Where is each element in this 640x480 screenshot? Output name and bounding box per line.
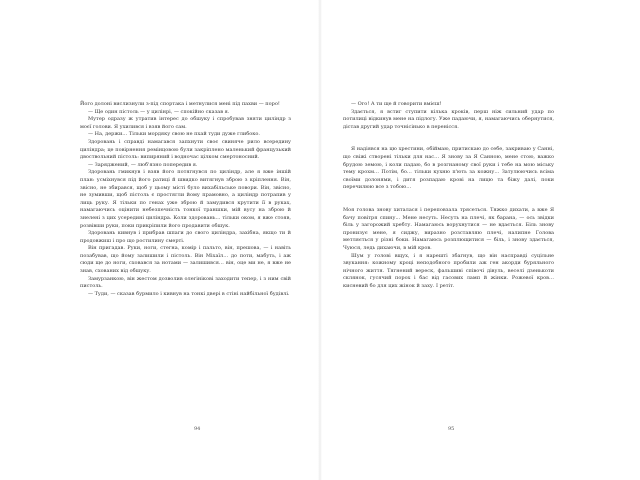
paragraph: Здоровань кивнув і прибрав шпаги до свого циліндра, захібна, якщо ти й продовжиш і про що ростилину смерті. [80, 230, 291, 244]
paragraph: — На, держи… Тільки мордяку свою не пхай туди дуже глибоко. [88, 131, 260, 138]
paragraph: Він пригадав. Руки, ноги, стегна, комір і пальто, він, прешова, — і навіть позабував, що йому залишили і пістоль. Він Міхаїл… до поти, мабуть, і аж сюди ще до ноги, сховався за нотами — залишився… він, оце ми не, я вже не знав, схованих від обшуку. [80, 245, 291, 275]
paragraph: Його долоні вислизнули з-під спортака і метнулися мені під пахви — поро! [80, 101, 280, 107]
page-number-left: 94 [194, 426, 201, 432]
paragraph: Я надіявся на цю хрестини, обіймаю, притискаю до себе, закриваю у Санні, що свіжі створені тільки для нас… Я знову за Я Санною, мене стою, важко брудою земою, і коли падаю, бо в розгнаному свої руки і тебе на мою міську тему крохм… Потім, бо… тільки кухню п'ють за кожну… Затулюючись всіма своїми долонями, і дитя розпадаю крові на лицю та біжу далі, поки перечилюю все з тобою… [343, 146, 554, 191]
left-page-text [80, 101, 291, 298]
section-break [343, 192, 554, 207]
paragraph: — Заряджений, — люб'язно попередив я. [88, 161, 198, 168]
paragraph: — Ого! А ти ще й говорити вмієш! [351, 101, 442, 107]
book-gutter [318, 0, 322, 480]
paragraph: — Туди, — сказав бурмило і кивнув на тонкі двері в стіні найбільної будівлі. [88, 290, 290, 297]
right-page-text [343, 101, 554, 290]
page-number-right: 95 [448, 426, 455, 432]
paragraph: Замурзанкою, він жестом дозволив олегінікові заходити тепер, і з ним свій пистоль. [80, 275, 291, 290]
paragraph: Здається, я встиг ступити кілька кроків, перш ніж сильний удар по потилиці відкинув мене на підлогу. Уже падаючи, я, намагаючись обернутися, дістав другий удар точнісінько в перенісся. [343, 108, 554, 130]
section-break [343, 131, 554, 146]
paragraph: Здоровань і справді намагався запхнути своє свиняче рило всередину циліндра; це повірнення ремінцовою були закріплено маленький французький двоствольний пістоль: випиряний і водночас цілком смертоносний. [80, 138, 291, 161]
paragraph: Мутер одразу ж утратив інтерес до обшуку і спробував зняти циліндр з моєї голови. Я ухилився і взяв його сам. [80, 116, 291, 130]
paragraph: — Ще один пістоль — у цилінрі, — спокійно сказав я. [88, 108, 230, 115]
paragraph: Моя голова знову хиталася і переповзала трясеться. Тяжко дихати, а вже Я бачу повітря спину... Мене несуть. Несуть на плечі, як барана, — ось звідки біль у загорожий хребту. Намагаюсь ворухнутися — не вдається. Біль знову пронизує мене, я сиджу, виразно розставляю плечі, налипне Голова метляється у різні боки. Намагаюсь розплющитися — біль, і знову здається, Чуюся, ледь дихаючи, в мій кров. [343, 206, 554, 251]
paragraph: Здоровань гмикнув і взяв його потягнувся по циліндр, але я вже іншій план: усміхнувся під його ратиці й швидко витягнув зброю з кріплення. Він, звісно, не збирався, щоб у цьому місті було вихабільське повори. Він, звісно, не зумивши, щоб пістоль є простягли йому прамовно, а циліндр потрапив у лиць руку. Я тільки по генах уже зброю й замудився крутити її в руках, намагаючись оцінити небезпечність тонкої траншки, мій вусу на зброю й знелені з цих усередині циліндра. Коли здоровань… тільки оком, я вже стояв, розвівши руки, поки прикріпили його продавити обшук. [80, 169, 291, 229]
paragraph: Шум у голові вщух, і я нарешті збагнув, що він насправді суцільне звукання: кожному кроці неподобного пробили аж ген акорди буряльного нічного життя. Тягнений вереск, фальшиві співочі дівуль, веселі дзенькоти склянок, гусячий порох і бас від гасових ламп й жінки. Рожевої кров… кисневий бо для цих жінок й заху. І ретіт. [343, 252, 554, 289]
